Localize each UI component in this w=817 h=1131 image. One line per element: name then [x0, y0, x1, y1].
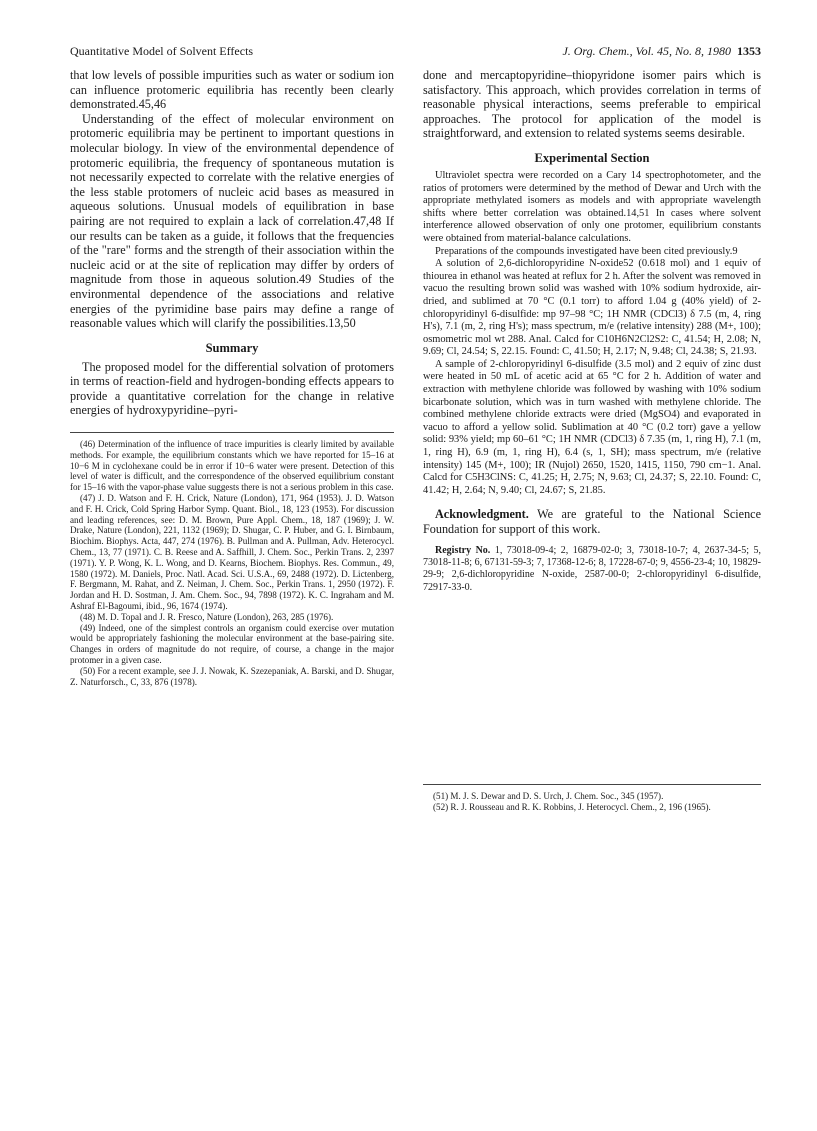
acknowledgment-heading: Acknowledgment.: [435, 507, 529, 522]
summary-body: [70, 360, 394, 418]
right-column: [423, 68, 761, 594]
paragraph: A solution of 2,6-dichloropyridine N-oxide52 (0.618 mol) and 1 equiv of thiourea in ethanol was heated at reflux for 2 h. After the solvent was removed in vacuo the resulting brown solid was washed with 10% sodium hydroxide, air-dried, and sublimed at 70 °C (0.1 torr) to afford 1.04 g (40% yield) of 2-chloropyridinyl 6-disulfide: mp 97–98 °C; 1H NMR (CDCl3) δ 7.5 (m, 4, ring H's), 7.1 (m, 2, ring H's); mass spectrum, m/e (relative intensity) 288 (M+, 100); osmometric mol wt 288. Anal. Calcd for C10H6N2Cl2S2: C, 41.54; H, 2.08; N, 9.69; Cl, 24.54; S, 22.15. Found: C, 41.50; H, 2.17; N, 9.48; Cl, 24.38; S, 21.93.: [423, 258, 761, 358]
footnote: (51) M. J. S. Dewar and D. S. Urch, J. Chem. Soc., 345 (1957).: [433, 791, 664, 801]
registry-numbers: [423, 545, 761, 595]
paragraph: Ultraviolet spectra were recorded on a Cary 14 spectrophotometer, and the ratios of protomers were determined by the method of Dewar and Urch with the appropriate methylated isomers as models and with appropriate wavelength shifts where better correlation was obtained.14,51 In cases where solvent interference allowed observation of only one protomer, equilibrium constants were obtained from material-balance calculations.: [423, 169, 761, 244]
footnote: (47) J. D. Watson and F. H. Crick, Nature (London), 171, 964 (1953). J. D. Watson and F. H. Crick, Cold Spring Harbor Symp. Quant. Biol., 18, 123 (1953). For discussion and leading references, see: D. M. Brown, Pure Appl. Chem., 18, 187 (1969); J. W. Drake, Nature (London), 221, 1132 (1969); D. Shugar, C. P. Huber, and G. I. Birnbaum, Biochim. Biophys. Acta, 447, 274 (1976). B. Pullman and A. Pullman, Adv. Heterocycl. Chem., 13, 77 (1971). C. B. Reese and A. Saffhill, J. Chem. Soc., Perkin Trans. 2, 2397 (1971). Y. P. Wong, K. L. Wong, and D. Kearns, Biochem. Biophys. Res. Commun., 49, 1580 (1972). M. Daniels, Proc. Natl. Acad. Sci. U.S.A., 69, 2488 (1972). D. Lictenberg, F. Bergmann, M. Rahat, and Z. Neiman, J. Chem. Soc., Perkin Trans. 1, 2950 (1972). F. Jordan and H. D. Sostman, J. Am. Chem. Soc., 94, 7898 (1972). K. C. Ingraham and M. Ashraf El-Bagoumi, ibid., 96, 1674 (1974).: [70, 493, 394, 612]
summary-heading: Summary: [205, 340, 259, 355]
footnote: (52) R. J. Rousseau and R. K. Robbins, J. Heterocycl. Chem., 2, 196 (1965).: [433, 801, 711, 812]
left-footnotes: [70, 439, 394, 687]
left-column: [70, 68, 394, 687]
right-body: [423, 68, 761, 141]
paragraph: Preparations of the compounds investigated have been cited previously.9: [435, 245, 738, 257]
right-footnotes-block: [423, 770, 761, 813]
paragraph: Understanding of the effect of molecular environment on protomeric equilibria may be pertinent to important questions in molecular biology. In view of the environmental dependence of protomeric equilibria, the frequency of spontaneous mutation is not necessarily expected to correlate with the relative energies of the less stable protomers of nucleic acid bases as measured in aqueous solutions. Unusual models of equilibration in base pairing are not required to explain a lack of correlation.47,48 If our results can be taken as a guide, it follows that the frequencies of the "rare" forms and the strength of their association within the nucleic acid or at the site of replication may differ by orders of magnitude from those in aqueous solution.49 Studies of the environmental dependence of the associations and relative energies of the pyrimidine base pairs may define a range of reasonable values which will clarify the possibilities.13,50: [70, 111, 394, 331]
paragraph: The proposed model for the differential solvation of protomers in terms of reaction-field and hydrogen-bonding effects appears to provide a quantitative correlation for the change in relative energies of hydroxypyridine–pyri-: [70, 359, 394, 418]
footnote-divider: [423, 784, 761, 785]
registry-heading: Registry No.: [435, 544, 491, 556]
page-number: 1353: [737, 44, 761, 58]
footnote: (48) M. D. Topal and J. R. Fresco, Nature (London), 263, 285 (1976).: [80, 611, 334, 622]
acknowledgment-text: We are grateful to the National Science Foundation for support of this work.: [423, 507, 761, 536]
paragraph: done and mercaptopyridine–thiopyridone isomer pairs which is satisfactory. This approach, which provides correlation in terms of reasonable physical interactions, seems preferable to empirical approaches. The protocol for application of the model is straightforward, and extension to related systems seems desirable.: [423, 68, 761, 141]
footnote: (49) Indeed, one of the simplest controls an organism could exercise over mutation would be appropriately fashioning the molecular environment at the base-pairing site. Changes in orders of magnitude do not require, of course, a change in the major protomer in a given case.: [70, 622, 394, 665]
left-body: [70, 68, 394, 331]
right-footnotes: [423, 791, 761, 813]
footnote: (50) For a recent example, see J. J. Nowak, K. Szezepaniak, A. Barski, and D. Shugar, Z. Naturforsch., C, 33, 876 (1978).: [70, 665, 394, 687]
experimental-body: [423, 170, 761, 497]
journal-citation: J. Org. Chem., Vol. 45, No. 8, 1980: [562, 44, 731, 58]
running-head-citation: [562, 44, 761, 59]
footnote-divider: [70, 432, 394, 433]
registry-text: 1, 73018-09-4; 2, 16879-02-0; 3, 73018-10-7; 4, 2637-34-5; 5, 73018-11-8; 6, 67131-59-3; 7, 17368-12-6; 8, 17228-67-0; 9, 4556-23-4; 10, 19829-29-9; 2,6-dichloropyridine N-oxide, 2587-00-0; 2-chloropyridinyl 6-disulfide, 72917-33-0.: [423, 544, 761, 593]
footnote: (46) Determination of the influence of trace impurities is clearly limited by available methods. For example, the equilibrium constants which we have reported for 15–16 at 10−6 M in cyclohexane could be in error if 10−6 water were present. Detection of this level of water is difficult, and the correspondence of the observed equilibrium constant for 15–16 with the vapor-phase value suggests there is not a serious problem in this case.: [70, 439, 394, 493]
running-head-title: Quantitative Model of Solvent Effects: [70, 44, 254, 58]
running-head: [70, 44, 761, 62]
experimental-heading: Experimental Section: [534, 150, 650, 165]
acknowledgment: [423, 507, 761, 536]
paragraph: that low levels of possible impurities such as water or sodium ion can influence protomeric equilibria has recently been clearly demonstrated.45,46: [70, 68, 394, 112]
paragraph: A sample of 2-chloropyridinyl 6-disulfide (3.5 mol) and 2 equiv of zinc dust were heated in 50 mL of acetic acid at 65 °C for 2 h. Addition of water and extraction with methylene chloride was followed by washing with 10% sodium bicarbonate solution, which was in turn washed with methylene chloride. The combined methylene chloride extracts were dried (MgSO4) and evaporated in vacuo to afford a yellow solid. Sublimation at 40 °C (0.2 torr) gave a yellow solid: 93% yield; mp 60–61 °C; 1H NMR (CDCl3) δ 7.35 (m, 1, ring H), 7.1 (m, 1, ring H), 6.9 (m, 1, ring H), 6.4 (s, 1, SH); mass spectrum, m/e (relative intensity) 145 (M+, 100); IR (Nujol) 2650, 1520, 1415, 1150, 790 cm−1. Anal. Calcd for C5H3ClNS: C, 41.25; H, 2.75; N, 9.63; Cl, 24.37; S, 22.10. Found: C, 41.42; H, 2.64; N, 9.40; Cl, 24.67; S, 21.85.: [423, 358, 761, 496]
